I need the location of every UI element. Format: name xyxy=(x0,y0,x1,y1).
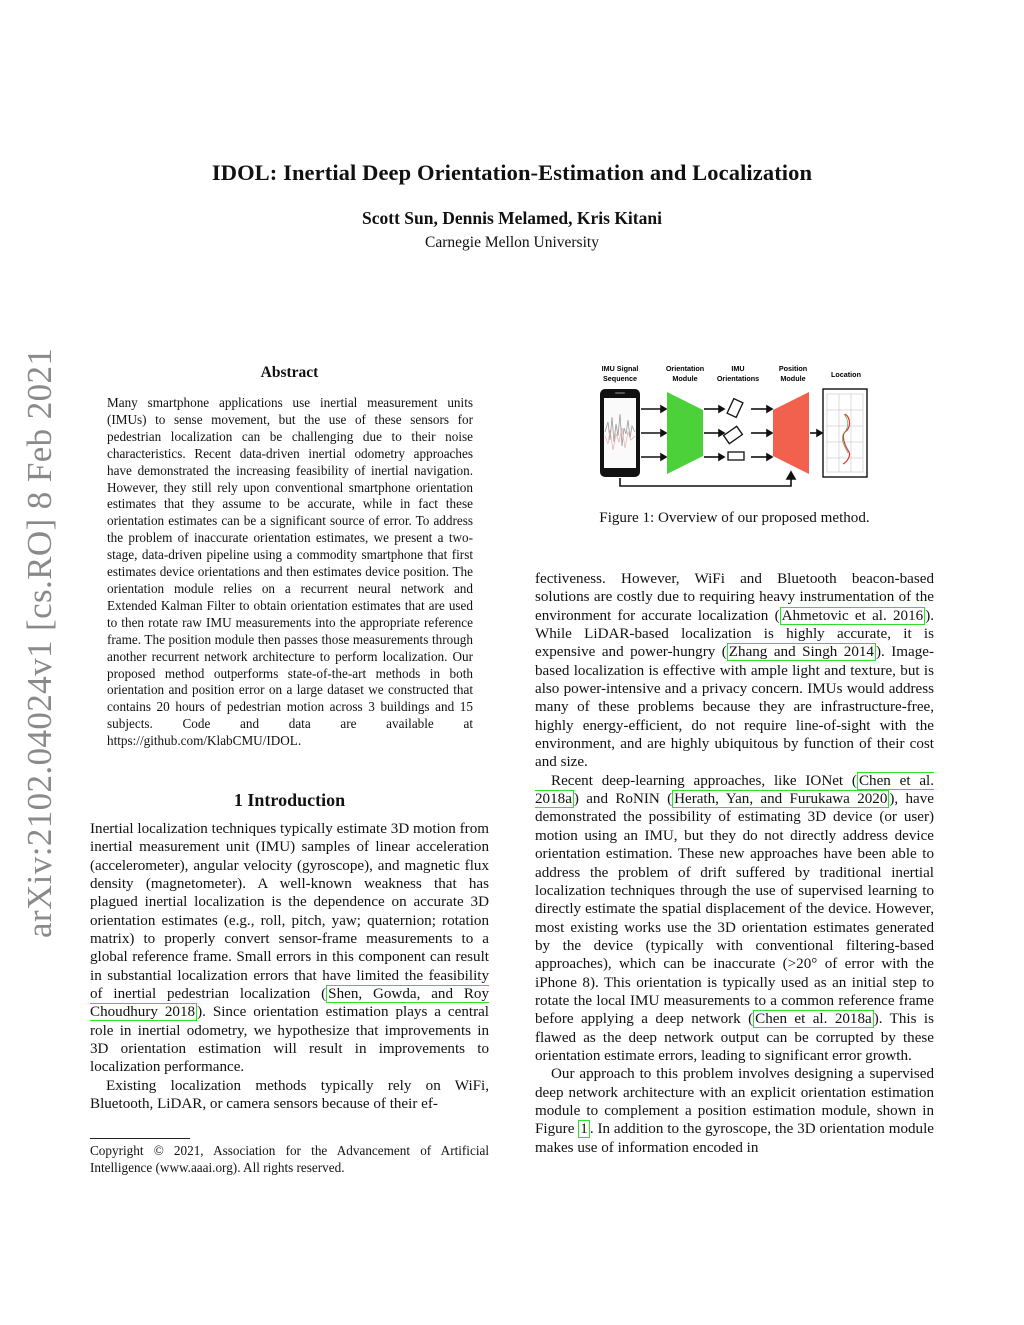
copyright-footnote: Copyright © 2021, Association for the Advancement of Artificial Intelligence (www.aaai.org). All rights reserved. xyxy=(90,1143,489,1175)
output-arrow xyxy=(810,430,822,436)
mid-arrows-2 xyxy=(751,406,772,460)
right-column-body xyxy=(535,570,934,1157)
citation-link[interactable]: Ahmetovic et al. 2016 xyxy=(781,607,924,624)
imu-orientation-icons xyxy=(724,399,744,460)
right-paragraph-2 xyxy=(535,772,934,1066)
label-module-1: Module xyxy=(672,374,698,383)
citation-link[interactable]: Shen, Gowda, and Roy Choudhury 2018 xyxy=(90,986,489,1021)
right-p1-text-a: fectiveness. However, WiFi and Bluetooth beacon-based solutions are costly due to requiring heavy instrumentation of the environment for accurate localization ( xyxy=(535,571,934,624)
feedback-loop-arrow xyxy=(620,472,795,486)
label-imu: IMU xyxy=(731,364,745,373)
label-orientations: Orientations xyxy=(716,374,760,383)
citation-link[interactable]: Chen et al. 2018a xyxy=(755,1011,872,1028)
right-p1-text-b: ). While LiDAR-based localization is highly accurate, it is expensive and power-hungry ( xyxy=(535,607,934,661)
citation-link[interactable]: Chen et al. 2018a xyxy=(535,772,934,808)
right-p2-text-d: ). This is flawed as the deep network output can be corrupted by these orientation estimate errors, leading to significant error growth. xyxy=(535,1011,934,1064)
intro-paragraph-2: Existing localization methods typically rely on WiFi, Bluetooth, LiDAR, or camera sensors because of their ef- xyxy=(90,1077,489,1113)
figure-1-caption: Figure 1: Overview of our proposed method. xyxy=(599,510,870,526)
right-p1-text-c: ). Image-based localization is effective with ample light and texture, but is also power-intensive and a privacy concern. IMUs would address many of these problems because they are infrastructure-free, highly energy-efficient, do not require line-of-sight with the environment, and are highly ubiquitous by function of their cost and size. xyxy=(535,644,934,771)
label-orientation: Orientation xyxy=(665,364,705,373)
right-p3-text-a: Our approach to this problem involves designing a supervised deep network architecture with an explicit orientation estimation module to complement a position estimation module, shown in Figure xyxy=(535,1066,934,1138)
right-p2-text-a: Recent deep-learning approaches, like IONet ( xyxy=(551,772,857,789)
figure-reference-link[interactable]: 1 xyxy=(580,1121,588,1138)
intro-paragraph-1 xyxy=(90,820,489,1077)
mid-arrows-1 xyxy=(704,406,724,460)
citation-link[interactable]: Zhang and Singh 2014 xyxy=(728,644,874,661)
footnote-rule xyxy=(90,1138,190,1139)
label-module-2: Module xyxy=(780,374,806,383)
intro-p1-text-b: ). Since orientation estimation plays a central role in inertial odometry, we hypothesize that improvements in 3D orientation estimation will result in improvements to localization performance. xyxy=(90,1004,489,1076)
right-p3-text-b: . In addition to the gyroscope, the 3D orientation module makes use of information encoded in xyxy=(535,1121,934,1156)
citation-link[interactable]: Herath, Yan, and Furukawa 2020 xyxy=(674,791,888,808)
figure-1-diagram xyxy=(595,362,875,492)
orientation-module-block xyxy=(667,392,703,474)
smartphone-icon xyxy=(600,389,640,477)
input-arrows xyxy=(641,406,666,460)
introduction-body xyxy=(90,820,489,1114)
abstract-heading: Abstract xyxy=(260,364,319,381)
right-paragraph-1 xyxy=(535,570,934,772)
right-p2-text-b: ) and RoNIN ( xyxy=(573,791,673,808)
location-map xyxy=(823,389,867,477)
label-imu-signal: IMU Signal xyxy=(601,364,639,373)
position-module-block xyxy=(773,392,809,474)
section-heading-introduction: 1 Introduction xyxy=(233,790,346,810)
label-position: Position xyxy=(778,364,808,373)
label-location: Location xyxy=(831,370,861,379)
intro-p1-text-a: Inertial localization techniques typically estimate 3D motion from inertial measurement unit (IMU) samples of linear acceleration (accelerometer), angular velocity (gyroscope), and magnetic flux density (magnetometer). A well-known weakness that has plagued inertial localization is the dependence on accurate 3D orientation estimates (e.g., roll, pitch, yaw; quaternion; rotation matrix) to properly convert sensor-frame measurements to a global reference frame. Small errors in this component can result in substantial localization errors that have limited the feasibility of inertial pedestrian localization ( xyxy=(90,821,489,1003)
right-p2-text-c: ), have demonstrated the possibility of estimating 3D device (or user) motion using an IMU, but they do not directly address device orientation estimation. These new approaches have been able to address the problem of drift suffered by traditional inertial localization techniques through the use of supervised learning to directly estimate the spatial displacement of the device. However, most existing works use the 3D orientation estimates generated by the device (typically with conventional filtering-based approaches), which can be inaccurate (>20° of error with the iPhone 8). This orientation is typically used as an initial step to rotate the local IMU measurements to a common reference frame before applying a deep network ( xyxy=(535,791,934,1028)
right-paragraph-3 xyxy=(535,1065,934,1157)
arxiv-stamp: arXiv:2102.04024v1 [cs.RO] 8 Feb 2021 xyxy=(20,347,59,938)
paper-authors: Scott Sun, Dennis Melamed, Kris Kitani xyxy=(362,208,662,228)
paper-title: IDOL: Inertial Deep Orientation-Estimation and Localization xyxy=(211,160,813,185)
label-sequence: Sequence xyxy=(603,374,637,383)
paper-affiliation: Carnegie Mellon University xyxy=(425,234,599,251)
abstract-text: Many smartphone applications use inertial measurement units (IMUs) to sense movement, but the use of these sensors for pedestrian localization can be challenging due to their noise characteristics. Recent data-driven inertial odometry approaches have demonstrated the increasing feasibility of inertial navigation. However, they still rely upon conventional smartphone orientation estimates that they assume to be accurate, while in fact these orientation estimates can be a significant source of error. To address the problem of inaccurate orientation estimates, we present a two-stage, data-driven pipeline using a commodity smartphone that first estimates device orientations and then estimates device position. The orientation module relies on a recurrent neural network and Extended Kalman Filter to obtain orientation estimates that are used to then rotate raw IMU measurements into the appropriate reference frame. The position module then passes those measurements through another recurrent network architecture to perform localization. Our proposed method outperforms state-of-the-art methods in both orientation and position error on a large dataset we constructed that contains 20 hours of pedestrian motion across 3 buildings and 15 subjects. Code and data are available at https://github.com/KlabCMU/IDOL. xyxy=(107,395,473,749)
